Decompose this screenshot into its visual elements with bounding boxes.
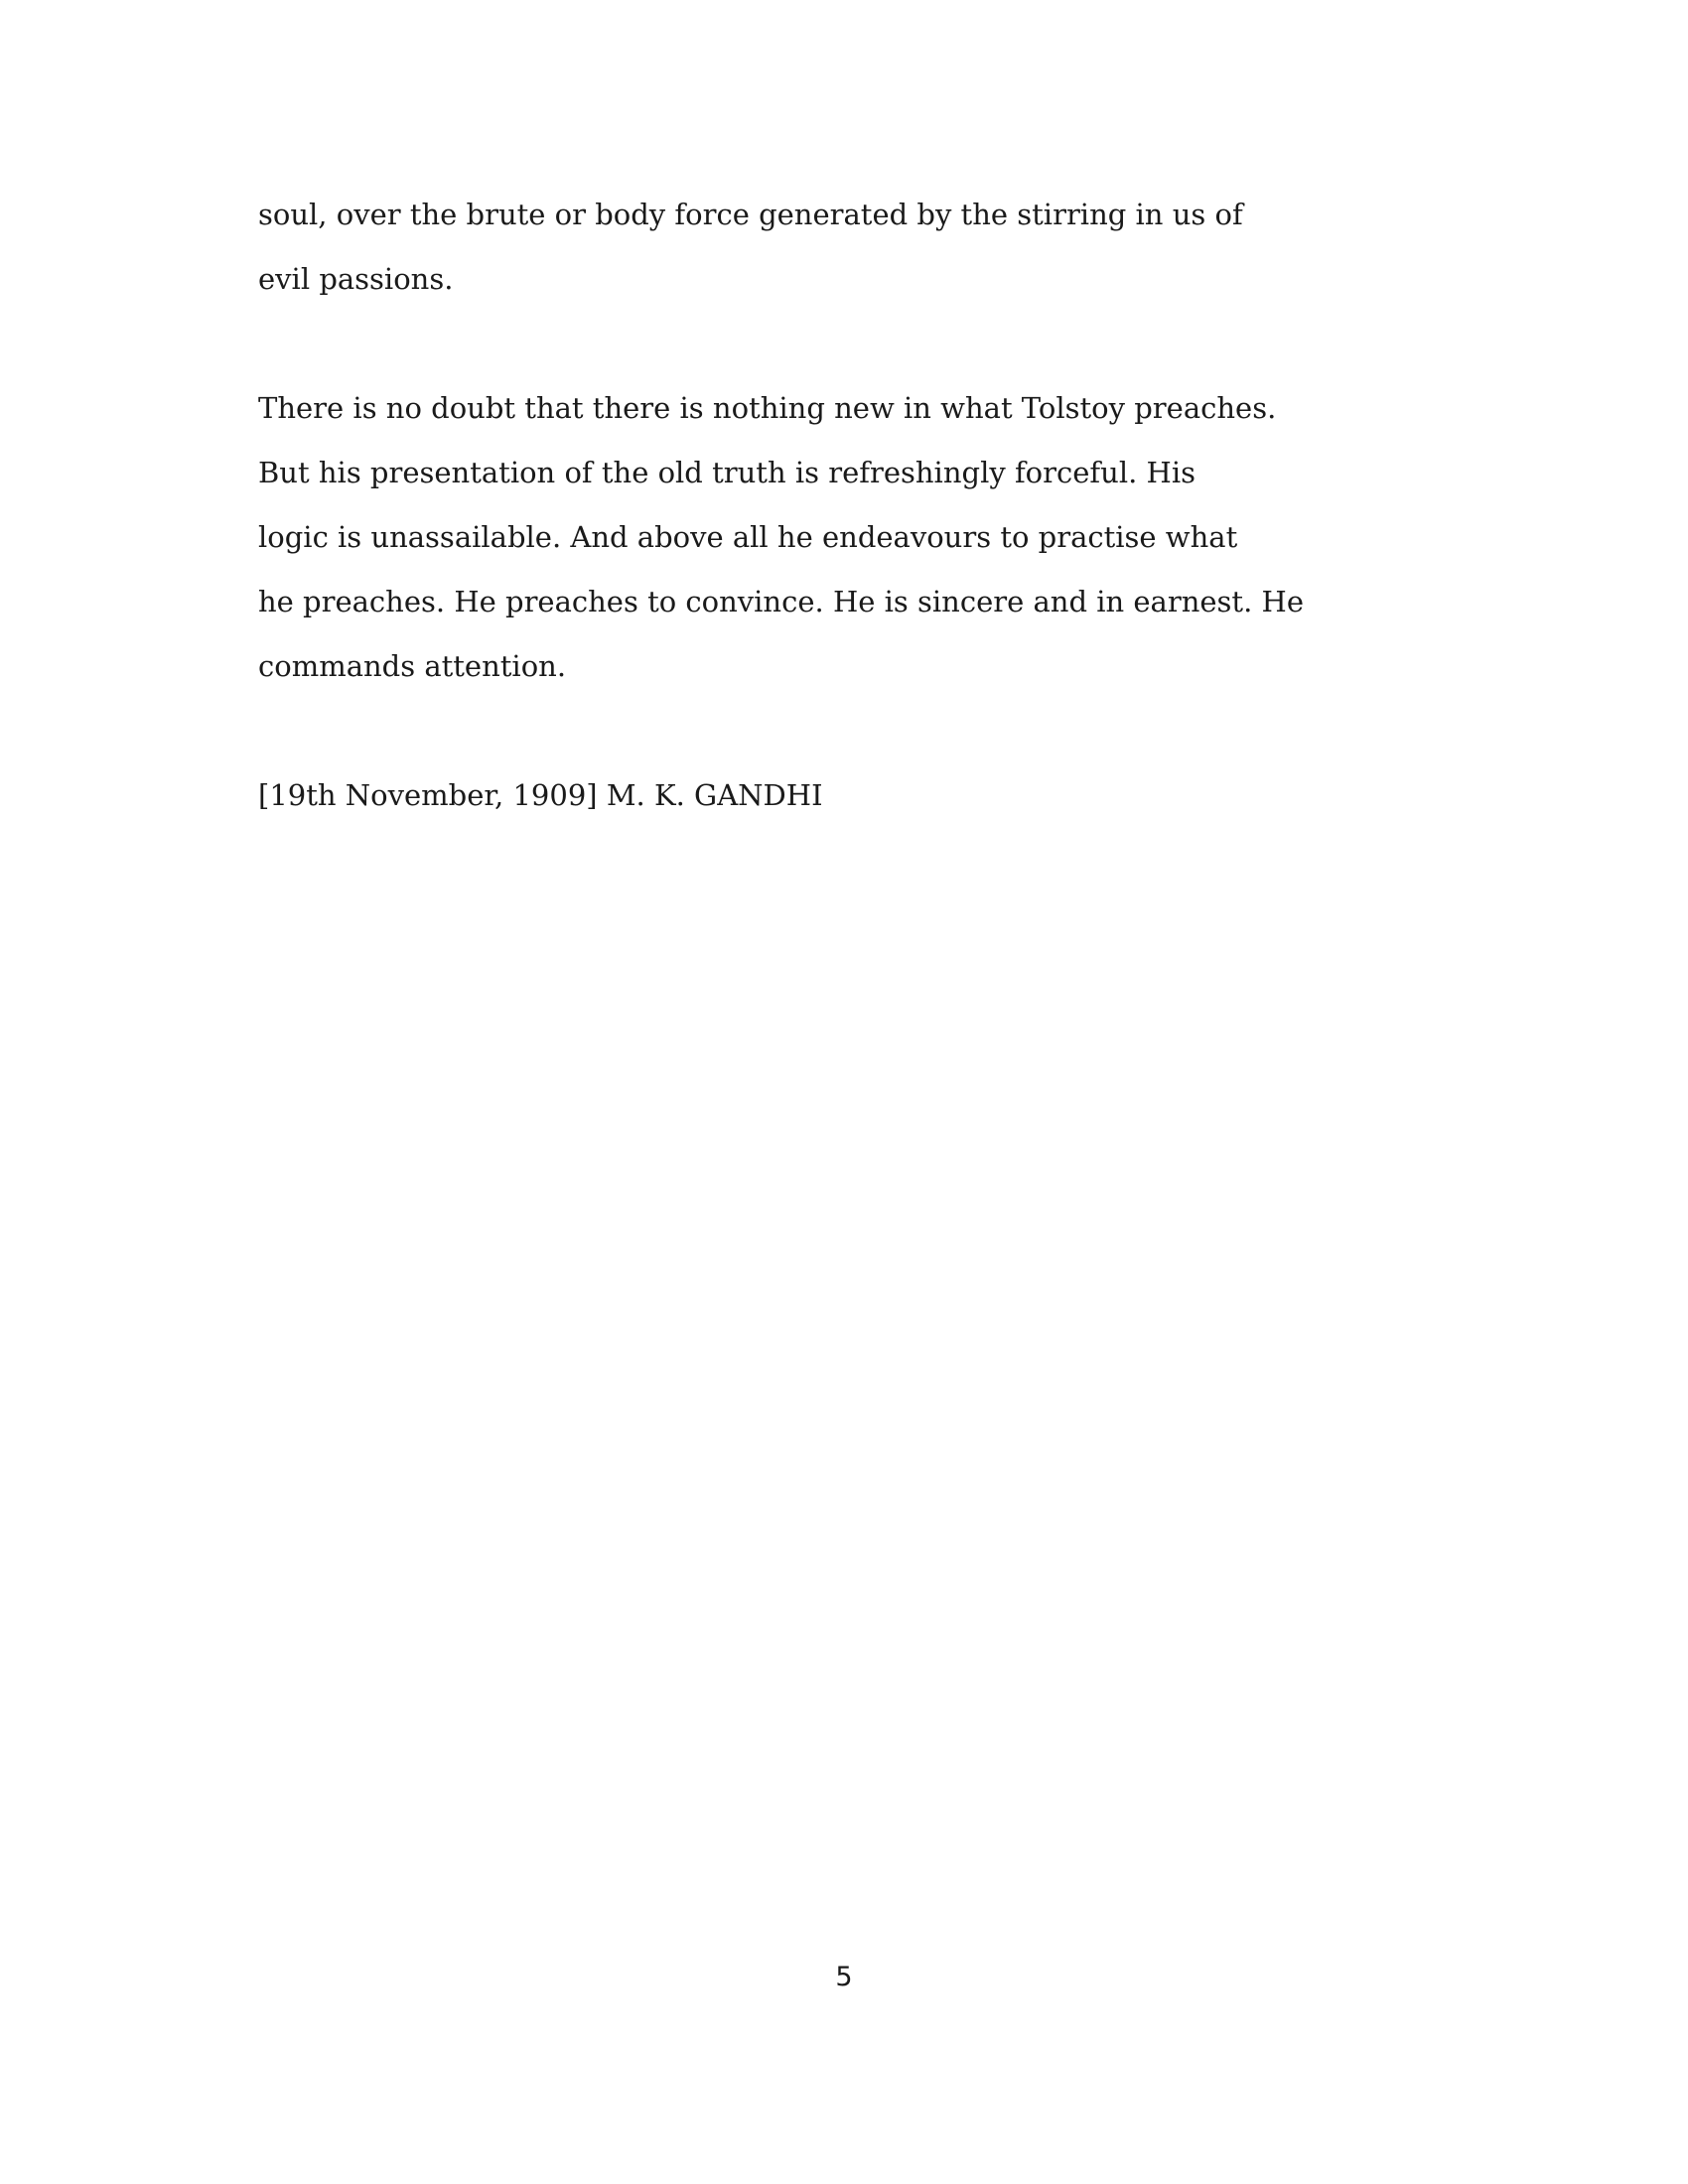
- paragraph-spacer: [258, 312, 1370, 376]
- paragraph-1: [258, 183, 1370, 312]
- paragraph-line: soul, over the brute or body force generated by the stirring in us of: [258, 198, 1243, 231]
- signature-line: [19th November, 1909] M. K. GANDHI: [258, 778, 823, 812]
- paragraph-line: he preaches. He preaches to convince. He is sincere and in earnest. He: [258, 585, 1304, 618]
- paragraph-spacer: [258, 699, 1370, 763]
- page-number: 5: [835, 1962, 853, 1992]
- paragraph-line: logic is unassailable. And above all he endeavours to practise what: [258, 520, 1238, 554]
- paragraph-line: There is no doubt that there is nothing new in what Tolstoy preaches.: [258, 391, 1277, 425]
- paragraph-line: evil passions.: [258, 262, 454, 296]
- paragraph-line: commands attention.: [258, 649, 567, 683]
- paragraph-2: [258, 376, 1370, 699]
- paragraph-line: But his presentation of the old truth is refreshingly forceful. His: [258, 456, 1196, 489]
- body-text: [258, 183, 1370, 828]
